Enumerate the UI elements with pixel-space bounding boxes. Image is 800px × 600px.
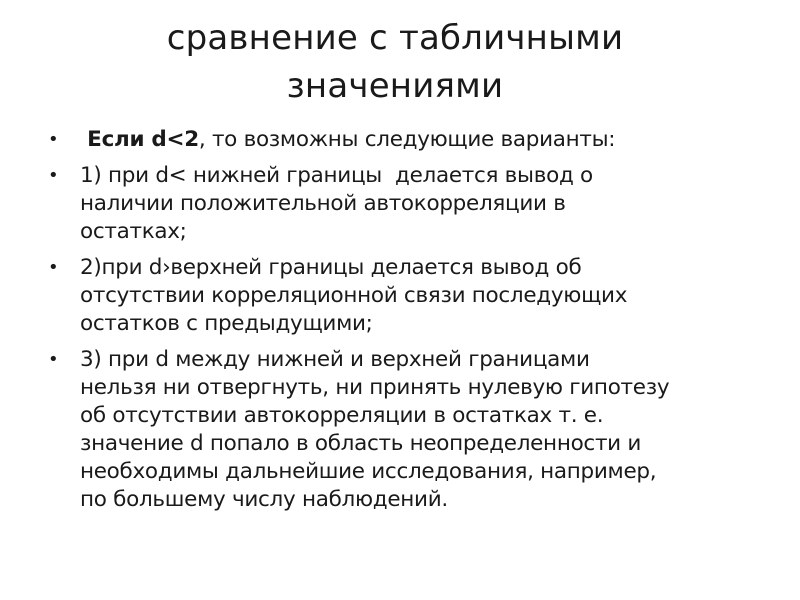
bullet-4-line-2: нельзя ни отвергнуть, ни принять нулевую гипотезу xyxy=(80,375,670,400)
slide-title-line-1: сравнение с табличными xyxy=(166,18,624,58)
slide-title xyxy=(0,14,790,110)
slide-title-line-2: значениями xyxy=(286,66,504,106)
bullet-3-line-2: отсутствии корреляционной связи последующих xyxy=(80,283,628,308)
bullet-1-bold-text: Если d<2 xyxy=(80,127,199,152)
bullet-4-line-1: 3) при d между нижней и верхней границами xyxy=(80,347,590,372)
bullet-dot-icon: • xyxy=(48,349,59,370)
bullet-4-line-5: необходимы дальнейшие исследования, например, xyxy=(80,459,657,484)
bullet-dot-icon: • xyxy=(48,129,59,150)
bullet-2-line-1: 1) при d< нижней границы делается вывод о xyxy=(80,163,593,188)
bullet-item-1 xyxy=(48,126,768,154)
bullet-dot-icon: • xyxy=(48,257,59,278)
bullet-2-line-2: наличии положительной автокорреляции в xyxy=(80,191,566,216)
bullet-item-2 xyxy=(48,162,768,246)
bullet-2-line-3: остатках; xyxy=(80,219,187,244)
bullet-dot-icon: • xyxy=(48,165,59,186)
bullet-4-line-4: значение d попало в область неопределенности и xyxy=(80,431,642,456)
bullet-item-3 xyxy=(48,254,768,338)
bullet-4-line-6: по большему числу наблюдений. xyxy=(80,487,448,512)
bullet-4-line-3: об отсутствии автокорреляции в остатках т. е. xyxy=(80,403,604,428)
bullet-3-line-3: остатков с предыдущими; xyxy=(80,311,373,336)
bullet-1-line-1 xyxy=(80,126,768,154)
bullet-3-line-1: 2)при d›верхней границы делается вывод об xyxy=(80,255,582,280)
bullet-list xyxy=(48,126,768,522)
bullet-1-text: , то возможны следующие варианты: xyxy=(198,127,616,152)
bullet-item-4 xyxy=(48,346,768,514)
